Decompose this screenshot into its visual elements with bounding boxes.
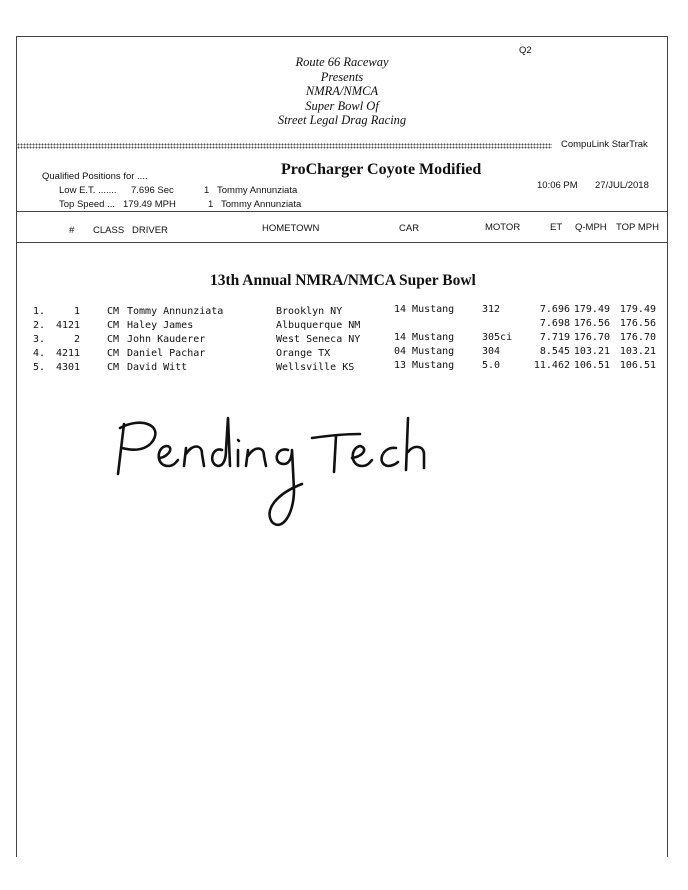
class-title: ProCharger Coyote Modified (281, 161, 482, 178)
row-et: 7.719 (539, 332, 570, 343)
row-motor: 5.0 (482, 360, 501, 371)
header-line-1: Route 66 Raceway (295, 55, 389, 69)
row-class: CM (107, 334, 120, 345)
row-driver: David Witt (127, 362, 188, 373)
row-position: 5. (33, 362, 46, 373)
row-top-mph: 179.49 (619, 304, 656, 315)
top-speed-value: 179.49 MPH (123, 199, 176, 210)
row-class: CM (107, 348, 120, 359)
row-qmph: 176.56 (573, 318, 610, 329)
row-car: 13 Mustang (394, 360, 455, 371)
row-et: 7.698 (539, 318, 570, 329)
col-qmph: Q-MPH (575, 222, 607, 233)
low-et-label: Low E.T. ....... (59, 185, 117, 196)
row-driver: John Kauderer (127, 334, 206, 345)
software-label: CompuLink StarTrak (561, 139, 648, 150)
col-top-mph: TOP MPH (616, 222, 659, 233)
qualified-heading: Qualified Positions for .... (42, 171, 148, 182)
row-position: 2. (33, 320, 46, 331)
handwritten-pending-tech-drawing (112, 410, 442, 540)
row-hometown: Orange TX (276, 348, 331, 359)
row-driver: Haley James (127, 320, 194, 331)
col-num: # (69, 225, 75, 236)
header-line-3: NMRA/NMCA (305, 84, 379, 98)
row-number: 4121 (56, 320, 81, 331)
row-qmph: 103.21 (573, 346, 610, 357)
row-top-mph: 103.21 (619, 346, 656, 357)
row-motor: 304 (482, 346, 501, 357)
top-speed-position: 1 (208, 199, 214, 210)
row-class: CM (107, 362, 120, 373)
row-number: 1 (73, 306, 80, 317)
row-top-mph: 106.51 (619, 360, 656, 371)
row-motor: 305ci (482, 332, 513, 343)
row-hometown: Brooklyn NY (276, 306, 343, 317)
event-title: 13th Annual NMRA/NMCA Super Bowl (210, 272, 476, 289)
col-motor: MOTOR (485, 222, 521, 233)
low-et-value: 7.696 Sec (131, 185, 174, 196)
col-driver: DRIVER (132, 225, 168, 236)
row-qmph: 176.70 (573, 332, 610, 343)
header-rule-top (17, 211, 667, 212)
table-row (0, 362, 660, 376)
row-qmph: 179.49 (573, 304, 610, 315)
row-driver: Tommy Annunziata (127, 306, 224, 317)
row-et: 8.545 (539, 346, 570, 357)
header-line-5: Street Legal Drag Racing (277, 113, 407, 127)
row-class: CM (107, 306, 120, 317)
row-top-mph: 176.56 (619, 318, 656, 329)
row-top-mph: 176.70 (619, 332, 656, 343)
row-number: 2 (73, 334, 80, 345)
top-speed-driver: Tommy Annunziata (221, 199, 302, 210)
row-driver: Daniel Pachar (127, 348, 206, 359)
report-date: 27/JUL/2018 (595, 180, 649, 191)
low-et-driver: Tommy Annunziata (217, 185, 298, 196)
row-position: 3. (33, 334, 46, 345)
row-number: 4301 (56, 362, 81, 373)
header-line-4: Super Bowl Of (305, 98, 379, 113)
row-qmph: 106.51 (573, 360, 610, 371)
report-time: 10:06 PM (537, 180, 578, 191)
row-class: CM (107, 320, 120, 331)
header-rule-bottom (17, 242, 667, 243)
row-et: 11.462 (533, 360, 570, 371)
col-class: CLASS (93, 225, 125, 236)
row-car: 14 Mustang (394, 304, 455, 315)
row-number: 4211 (56, 348, 81, 359)
header-line-2: Presents (320, 69, 364, 84)
row-position: 1. (33, 306, 46, 317)
handwritten-note (112, 410, 442, 545)
row-car: 14 Mustang (394, 332, 455, 343)
low-et-position: 1 (204, 185, 210, 196)
page-code: Q2 (519, 45, 532, 56)
row-hometown: West Seneca NY (276, 334, 361, 345)
row-hometown: Albuquerque NM (276, 320, 361, 331)
event-header (17, 55, 667, 128)
col-car: CAR (399, 223, 420, 234)
col-et: ET (550, 222, 563, 233)
row-hometown: Wellsville KS (276, 362, 355, 373)
row-motor: 312 (482, 304, 501, 315)
row-et: 7.696 (539, 304, 570, 315)
dotted-separator (17, 143, 552, 149)
row-car: 04 Mustang (394, 346, 455, 357)
top-speed-label: Top Speed ... (59, 199, 115, 210)
col-hometown: HOMETOWN (262, 223, 320, 234)
row-position: 4. (33, 348, 46, 359)
